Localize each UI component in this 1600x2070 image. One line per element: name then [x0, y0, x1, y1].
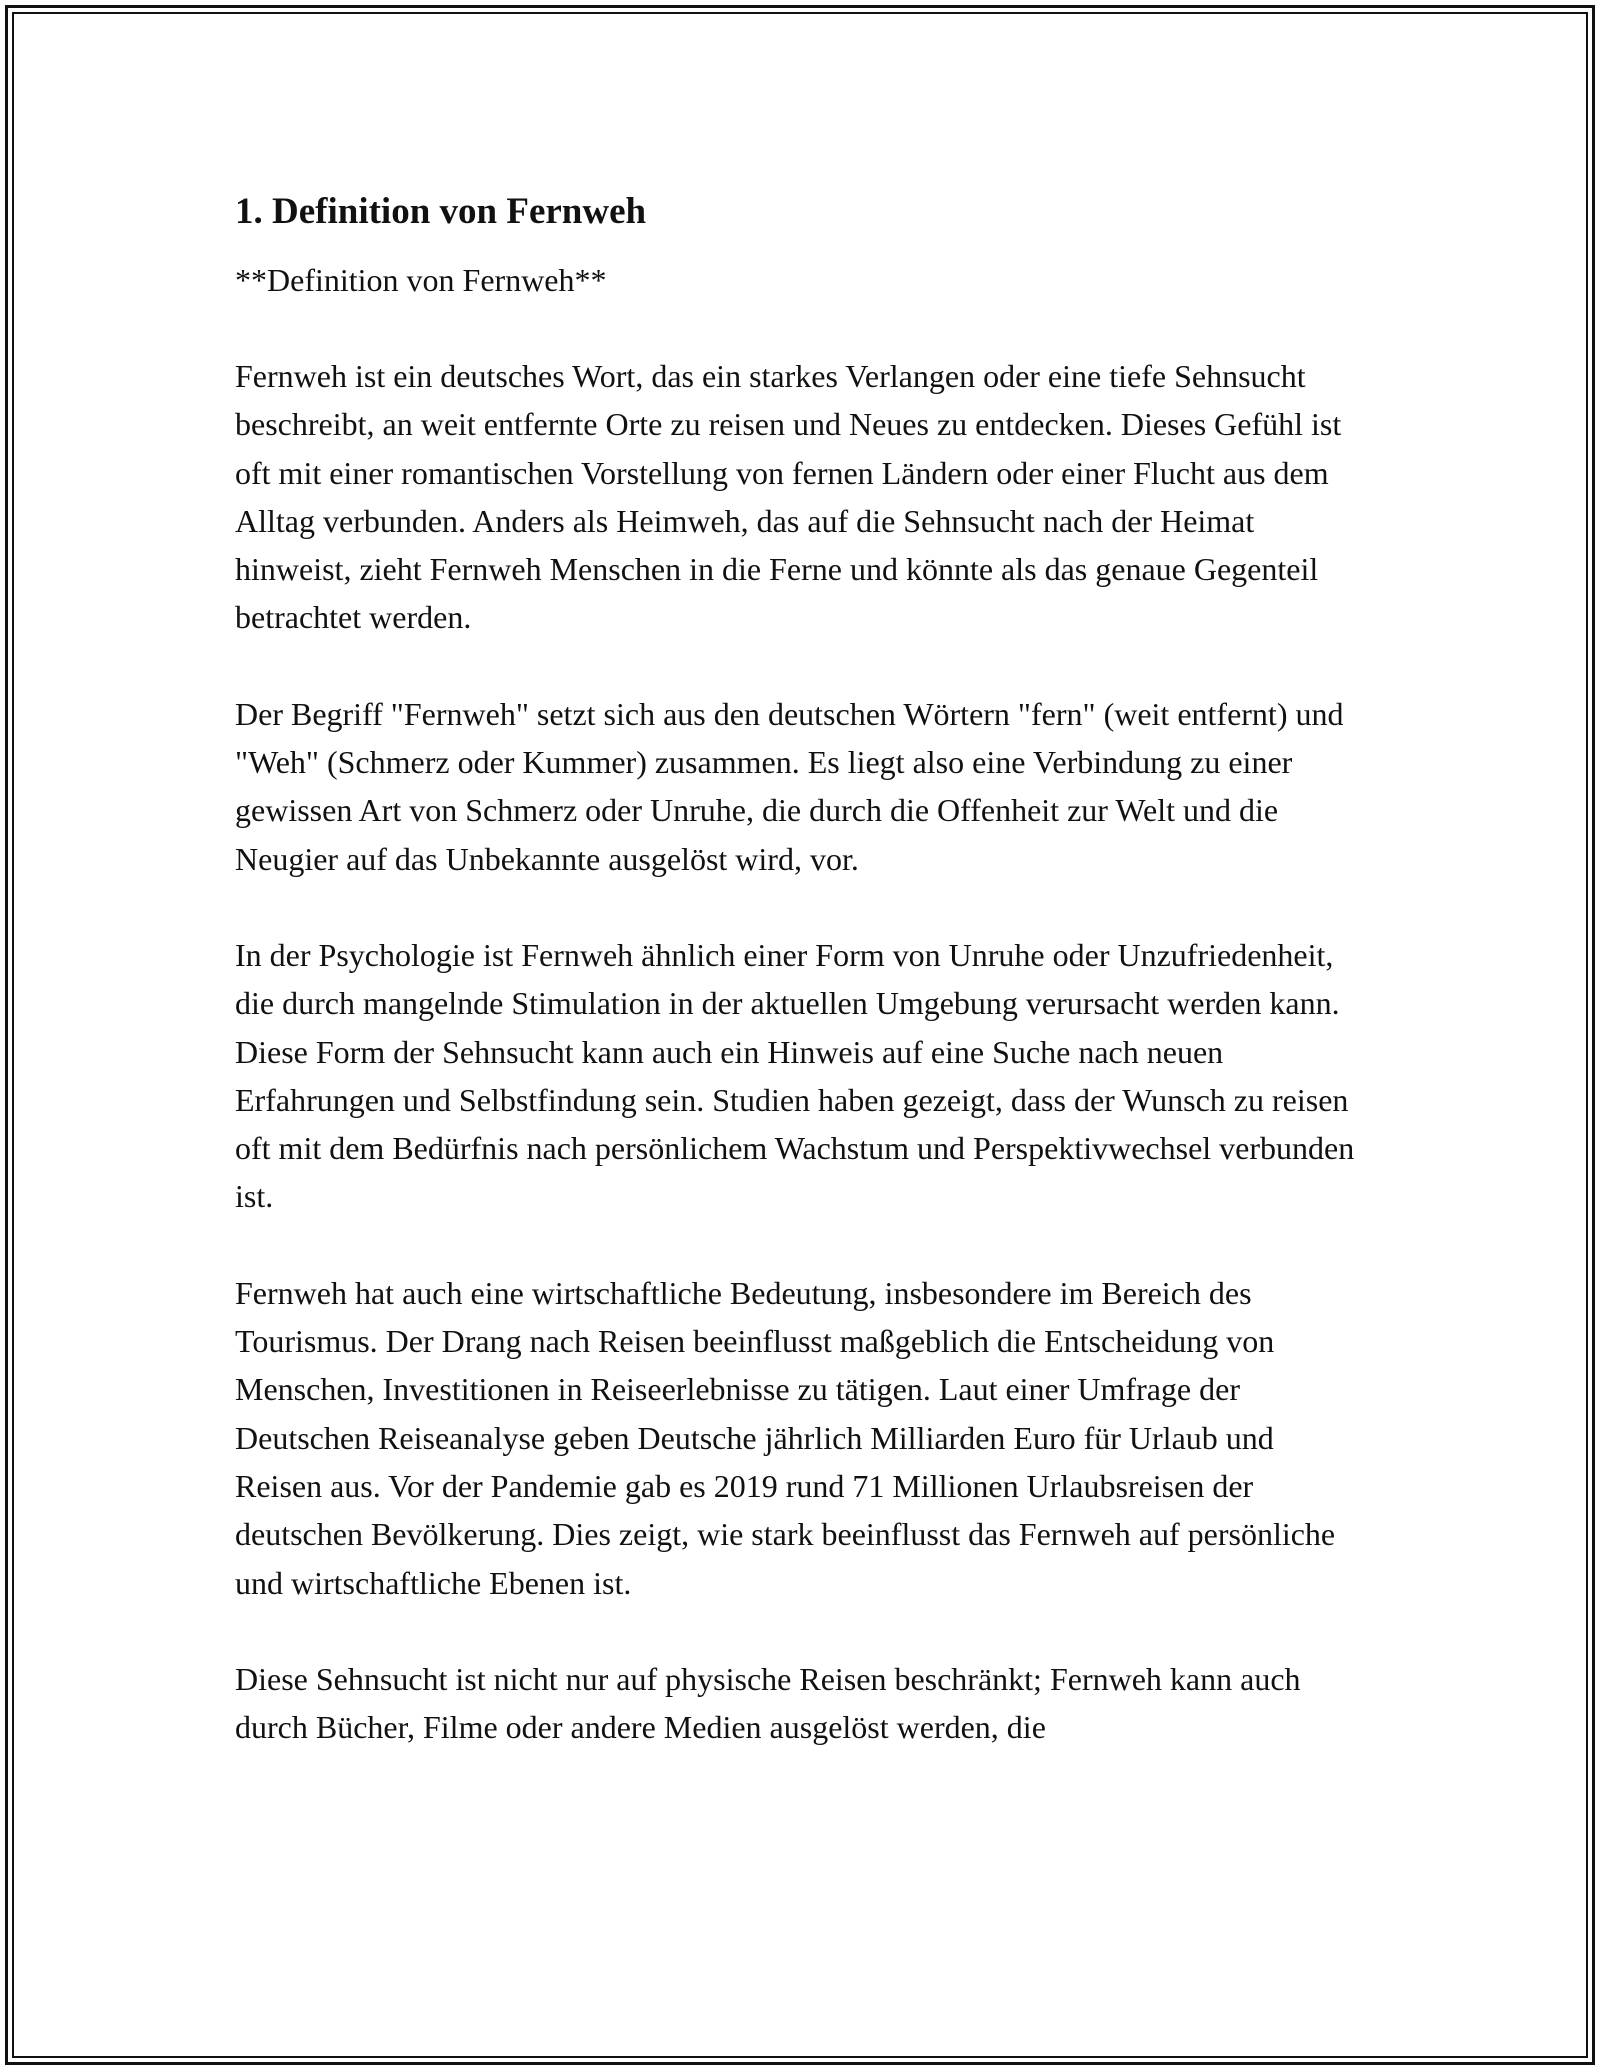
paragraph-1: Fernweh ist ein deutsches Wort, das ein starkes Verlangen oder eine tiefe Sehnsucht beschreibt, an weit entfernte Orte zu reisen und Neues zu entdecken. Dieses Gefühl ist oft mit einer romantischen Vorstellung von fernen Ländern oder einer Flucht aus dem Alltag verbunden. Anders als Heimweh, das auf die Sehnsucht nach der Heimat hinweist, zieht Fernweh Menschen in die Ferne und könnte als das genaue Gegenteil betrachtet werden. — [235, 358, 1342, 636]
paragraph-3: In der Psychologie ist Fernweh ähnlich einer Form von Unruhe oder Unzufriedenheit, die durch mangelnde Stimulation in der aktuellen Umgebung verursacht werden kann. Diese Form der Sehnsucht kann auch ein Hinweis auf eine Suche nach neuen Erfahrungen und Selbstfindung sein. Studien haben gezeigt, dass der Wunsch zu reisen oft mit dem Bedürfnis nach persönlichem Wachstum und Perspektivwechsel verbunden ist. — [235, 936, 1355, 1215]
paragraph-4: Fernweh hat auch eine wirtschaftliche Bedeutung, insbesondere im Bereich des Tourismus. Der Drang nach Reisen beeinflusst maßgeblich die Entscheidung von Menschen, Investitionen in Reiseerlebnisse zu tätigen. Laut einer Umfrage der Deutschen Reiseanalyse geben Deutsche jährlich Milliarden Euro für Urlaub und Reisen aus. Vor der Pandemie gab es 2019 rund 71 Millionen Urlaubsreisen der deutschen Bevölkerung. Dies zeigt, wie stark beeinflusst das Fernweh auf persönliche und wirtschaftliche Ebenen ist. — [235, 1274, 1336, 1601]
paragraph-2: Der Begriff "Fernweh" setzt sich aus den deutschen Wörtern "fern" (weit entfernt) und "Weh" (Schmerz oder Kummer) zusammen. Es liegt also eine Verbindung zu einer gewissen Art von Schmerz oder Unruhe, die durch die Offenheit zur Welt und die Neugier auf das Unbekannte ausgelöst wird, vor. — [235, 695, 1344, 877]
document-body — [235, 186, 1365, 1751]
paragraph-5: Diese Sehnsucht ist nicht nur auf physische Reisen beschränkt; Fernweh kann auch durch Bücher, Filme oder andere Medien ausgelöst werden, die — [235, 1660, 1301, 1746]
section-heading: 1. Definition von Fernweh — [235, 191, 647, 232]
section-subheading: **Definition von Fernweh** — [235, 262, 607, 298]
